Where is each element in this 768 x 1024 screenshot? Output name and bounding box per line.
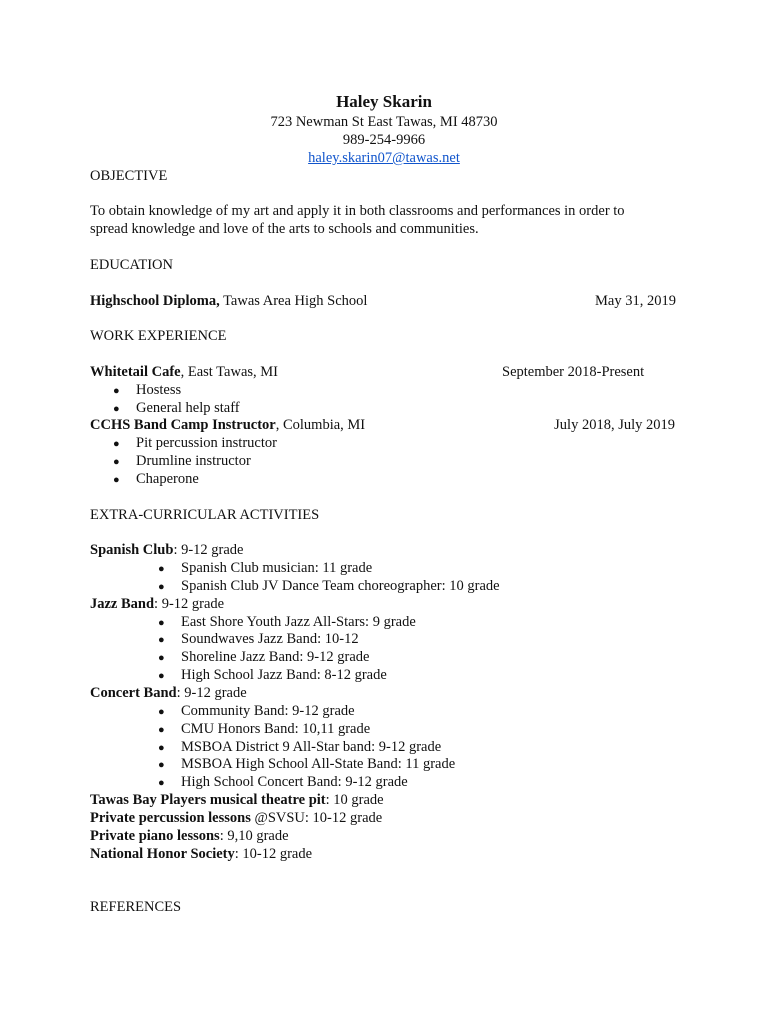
bullet-icon: ● <box>113 438 120 450</box>
activity-other-2 <box>90 810 382 828</box>
education-date: May 31, 2019 <box>595 293 676 309</box>
activity-group-2-title: Jazz Band <box>90 596 155 612</box>
education-title: Highschool Diploma, <box>90 293 220 309</box>
email-line <box>0 150 768 168</box>
activity-group-1-title: Spanish Club <box>90 542 174 558</box>
bullet-icon: ● <box>158 617 165 629</box>
job-1-line <box>90 364 278 382</box>
activity-item: East Shore Youth Jazz All-Stars: 9 grade <box>181 614 416 630</box>
activity-group-2 <box>90 596 224 614</box>
activity-other-2-title: Private percussion lessons <box>90 810 251 826</box>
job-1-date: September 2018-Present <box>502 364 645 380</box>
activity-group-3-detail: : 9-12 grade <box>176 685 247 701</box>
activity-item: MSBOA District 9 All-Star band: 9-12 grade <box>181 739 442 755</box>
job-2-line <box>90 417 365 435</box>
activity-other-1-title: Tawas Bay Players musical theatre pit <box>90 792 326 808</box>
activity-other-3 <box>90 828 289 846</box>
activity-group-1-detail: : 9-12 grade <box>173 542 244 558</box>
applicant-name: Haley Skarin <box>336 92 432 111</box>
bullet-icon: ● <box>158 777 165 789</box>
activity-other-1 <box>90 792 384 810</box>
education-place: Tawas Area High School <box>219 293 368 309</box>
activity-item: High School Jazz Band: 8-12 grade <box>181 667 387 683</box>
job-2-duty-3: Chaperone <box>136 471 199 487</box>
activity-other-3-title: Private piano lessons <box>90 828 220 844</box>
job-1-duty-2: General help staff <box>136 400 240 416</box>
bullet-icon: ● <box>113 474 120 486</box>
activity-item: Soundwaves Jazz Band: 10-12 <box>181 631 359 647</box>
education-entry <box>90 293 367 311</box>
activity-other-4 <box>90 846 312 864</box>
activity-group-2-detail: : 9-12 grade <box>154 596 225 612</box>
activity-item: Community Band: 9-12 grade <box>181 703 355 719</box>
activity-group-3 <box>90 685 247 703</box>
bullet-icon: ● <box>158 563 165 575</box>
work-heading: WORK EXPERIENCE <box>90 328 227 344</box>
activity-other-1-detail: : 10 grade <box>325 792 384 808</box>
job-1-duty-1: Hostess <box>136 382 182 398</box>
objective-line-1: To obtain knowledge of my art and apply it in both classrooms and performances in order to <box>90 203 625 219</box>
job-2-duty-2: Drumline instructor <box>136 453 251 469</box>
bullet-icon: ● <box>158 670 165 682</box>
objective-heading: OBJECTIVE <box>90 168 168 184</box>
job-2-title: CCHS Band Camp Instructor <box>90 417 276 433</box>
activity-item: High School Concert Band: 9-12 grade <box>181 774 408 790</box>
bullet-icon: ● <box>158 706 165 718</box>
bullet-icon: ● <box>158 581 165 593</box>
activity-item: Spanish Club JV Dance Team choreographer: 10 grade <box>181 578 500 594</box>
bullet-icon: ● <box>113 385 120 397</box>
activity-item: Shoreline Jazz Band: 9-12 grade <box>181 649 370 665</box>
bullet-icon: ● <box>158 634 165 646</box>
activity-item: CMU Honors Band: 10,11 grade <box>181 721 371 737</box>
objective-line-2: spread knowledge and love of the arts to schools and communities. <box>90 221 479 237</box>
bullet-icon: ● <box>158 759 165 771</box>
activity-item: MSBOA High School All-State Band: 11 grade <box>181 756 456 772</box>
job-2-duty-1: Pit percussion instructor <box>136 435 277 451</box>
address: 723 Newman St East Tawas, MI 48730 <box>270 114 498 130</box>
activities-heading: EXTRA-CURRICULAR ACTIVITIES <box>90 507 320 523</box>
activity-group-3-title: Concert Band <box>90 685 177 701</box>
job-2-date: July 2018, July 2019 <box>554 417 675 433</box>
phone: 989-254-9966 <box>342 132 426 148</box>
activity-other-2-detail: @SVSU: 10-12 grade <box>250 810 383 826</box>
activity-other-4-title: National Honor Society <box>90 846 235 862</box>
bullet-icon: ● <box>113 403 120 415</box>
activity-item: Spanish Club musician: 11 grade <box>181 560 373 576</box>
bullet-icon: ● <box>158 652 165 664</box>
job-1-title: Whitetail Cafe <box>90 364 181 380</box>
activity-group-1 <box>90 542 244 560</box>
bullet-icon: ● <box>158 724 165 736</box>
job-2-place: , Columbia, MI <box>275 417 366 433</box>
bullet-icon: ● <box>113 456 120 468</box>
references-heading: REFERENCES <box>90 899 182 915</box>
education-heading: EDUCATION <box>90 257 173 273</box>
email-link[interactable]: haley.skarin07@tawas.net <box>308 150 460 166</box>
bullet-icon: ● <box>158 742 165 754</box>
activity-other-3-detail: : 9,10 grade <box>219 828 289 844</box>
job-1-place: , East Tawas, MI <box>180 364 278 380</box>
activity-other-4-detail: : 10-12 grade <box>234 846 313 862</box>
